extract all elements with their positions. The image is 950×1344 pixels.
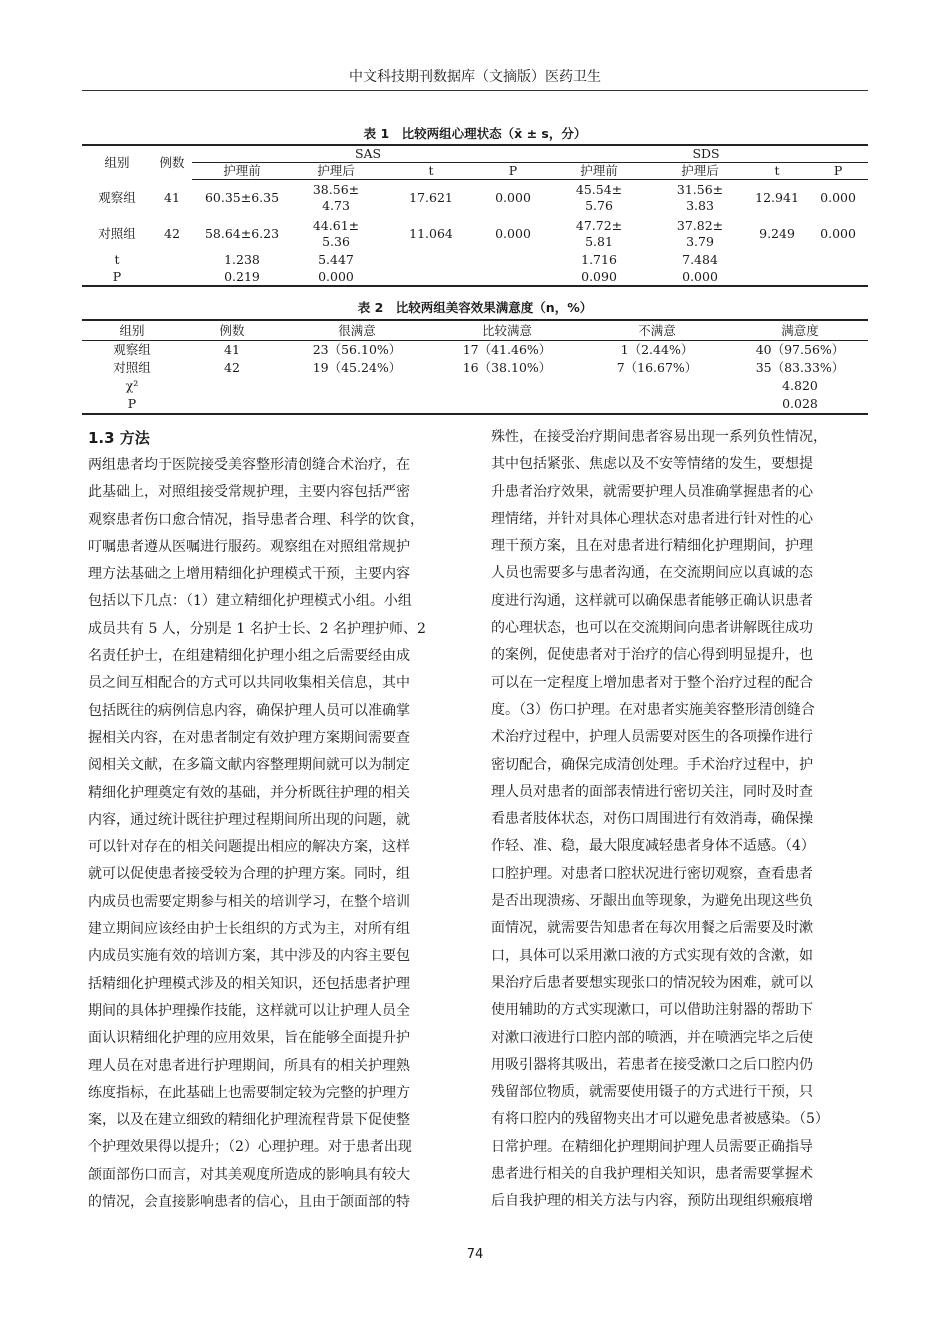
body-line: 果治疗后患者要想实现张口的情况较为困难，就可以: [491, 974, 813, 991]
body-line: 理人员在对患者进行护理期间，所具有的相关护理熟: [88, 1057, 410, 1074]
t1-r1-sds-post-a: 37.82±: [676, 217, 724, 233]
body-line: 日常护理。在精细化护理期间护理人员需要正确指导: [491, 1138, 813, 1155]
body-line: 其中包括紧张、焦虑以及不安等情绪的发生，要想提: [491, 456, 813, 473]
t1-r1-group: 对照组: [98, 225, 136, 241]
body-line: 名责任护士，在组建精细化护理小组之后需要经由成: [88, 648, 410, 665]
t1-sub-sds-p: P: [808, 163, 868, 180]
t2-r0-c0: 观察组: [113, 342, 151, 357]
t2-h-group: 组别: [82, 320, 182, 341]
body-line: 观察患者伤口愈合情况，指导患者合理、科学的饮食，: [88, 511, 424, 528]
t1-r0-group: 观察组: [98, 189, 136, 205]
table2: [82, 319, 868, 415]
body-line: 练度指标，在此基础上也需要制定较为完整的护理方: [88, 1084, 410, 1101]
section-heading: 1.3 方法: [88, 429, 150, 447]
body-line: 可以在一定程度上增加患者对于整个治疗过程的配合: [491, 674, 813, 691]
t2-h-very: 很满意: [282, 320, 432, 341]
body-line: 是否出现溃疡、牙龈出血等现象，为避免出现这些负: [491, 893, 813, 910]
table-row: [82, 216, 868, 252]
t1-r0-sds-p: 0.000: [820, 189, 856, 205]
body-line: 后自我护理的相关方法与内容，预防出现组织瘢痕增: [491, 1193, 813, 1210]
t1-r0-sds-t: 12.941: [755, 189, 799, 205]
table-row: [82, 341, 868, 360]
t2-h-cases: 例数: [182, 320, 282, 341]
body-line: 面情况，就需要告知患者在每次用餐之后需要及时漱: [491, 920, 813, 937]
t1-h-sds: SDS: [544, 145, 868, 163]
body-line: 度进行沟通，这样就可以确保患者能够正确认识患者: [491, 592, 813, 609]
t1-r1-sas-pre: 58.64±6.23: [204, 225, 280, 241]
t1-p-sds-pre: 0.090: [544, 269, 654, 286]
t1-r0-sds-pre: [544, 180, 654, 216]
body-line: 面认识精细化护理的应用效果，旨在能够全面提升护: [88, 1030, 410, 1047]
t1-r1-sas-post-a: 44.61±: [312, 217, 360, 233]
body-line: 内成员也需要定期参与相关的培训学习，在整个培训: [88, 893, 410, 910]
t2-chi-label: χ²: [125, 378, 139, 393]
t1-r1-sds-p: 0.000: [820, 225, 856, 241]
t1-t-sas-post: 5.447: [318, 252, 354, 267]
body-line: 成员共有 5 人，分别是 1 名护士长、2 名护理护师、2: [88, 620, 426, 637]
table-row: [82, 395, 868, 414]
body-line: 口，具体可以采用漱口液的方式实现有效的含漱，如: [491, 947, 813, 964]
t1-r0-n: 41: [164, 189, 180, 205]
t1-p-label: P: [82, 269, 152, 286]
t1-h-group: 组别: [82, 145, 152, 180]
t2-h-fair: 比较满意: [432, 320, 582, 341]
t1-r1-sds-post: [654, 216, 746, 252]
right-column: [491, 424, 868, 1216]
t2-r1-c1: 42: [224, 360, 240, 375]
body-line: 此基础上，对照组接受常规护理，主要内容包括严密: [88, 484, 410, 501]
table-row: [82, 180, 868, 216]
body-line: 理方法基础之上增用精细化护理模式干预，主要内容: [88, 566, 410, 583]
body-line: 术治疗过程中，护理人员需要对医生的各项操作进行: [491, 729, 813, 746]
t1-h-sas: SAS: [192, 145, 544, 163]
t1-r1-n: 42: [164, 225, 180, 241]
body-line: 就可以促使患者接受较为合理的护理方案。同时，组: [88, 866, 410, 883]
t2-r0-c3: 17（41.46%）: [462, 342, 552, 357]
body-line: 员之间互相配合的方式可以共同收集相关信息，其中: [88, 675, 410, 692]
t1-r1-sas-t: 11.064: [409, 225, 453, 241]
t1-h-cases: 例数: [152, 145, 192, 180]
t1-r1-sds-pre-a: 47.72±: [575, 217, 623, 233]
body-line: 理人员对患者的面部表情进行密切关注，同时及时查: [491, 783, 813, 800]
body-line: 个护理效果得以提升；（2）心理护理。对于患者出现: [88, 1139, 412, 1156]
body-line: 建立期间应该经由护士长组织的方式为主，对所有组: [88, 921, 410, 938]
body-line: 颌面部伤口而言，对其美观度所造成的影响具有较大: [88, 1166, 410, 1183]
table-row: [82, 269, 868, 286]
body-line: 括精细化护理模式涉及的相关知识，还包括患者护理: [88, 975, 410, 992]
t1-r0-sas-post: [292, 180, 380, 216]
t1-r1-sds-pre: [544, 216, 654, 252]
t1-sub-sds-post: 护理后: [654, 163, 746, 180]
table1: [82, 144, 868, 287]
body-line: 的心理状态，也可以在交流期间向患者讲解既往成功: [491, 620, 813, 637]
table-row: [82, 377, 868, 395]
page-number: 74: [466, 1247, 484, 1262]
t1-r0-sas-t: 17.621: [409, 189, 453, 205]
t1-r1-sds-post-b: 3.79: [686, 233, 714, 249]
t1-r0-sds-pre-a: 45.54±: [575, 181, 623, 197]
body-line: 叮嘱患者遵从医嘱进行服药。观察组在对照组常规护: [88, 538, 410, 555]
body-line: 理干预方案，且在对患者进行精细化护理期间，护理: [491, 538, 813, 555]
t1-r0-sds-post-a: 31.56±: [676, 181, 724, 197]
body-line: 用吸引器将其吸出，若患者在接受漱口之后口腔内仍: [491, 1056, 813, 1073]
t1-t-label: t: [114, 252, 120, 267]
body-line: 人员也需要多与患者沟通，在交流期间应以真诚的态: [491, 565, 813, 582]
body-line: 内容，通过统计既往护理过程期间所出现的问题，就: [88, 811, 410, 828]
t1-t-sas-pre: 1.238: [224, 252, 260, 267]
t1-r1-sds-pre-b: 5.81: [585, 233, 613, 249]
t1-r0-sds-post-b: 3.83: [686, 197, 714, 213]
t1-r0-sas-post-a: 38.56±: [312, 181, 360, 197]
t2-h-rate: 满意度: [732, 320, 868, 341]
body-line: 两组患者均于医院接受美容整形清创缝合术治疗，在: [88, 457, 410, 473]
table-row: [82, 359, 868, 377]
table2-caption: 表 2 比较两组美容效果满意度（n，%）: [357, 300, 593, 315]
t1-r1-sas-post-b: 5.36: [322, 233, 350, 249]
t2-r0-c1: 41: [224, 342, 240, 357]
t1-r0-sas-pre: 60.35±6.35: [204, 189, 280, 205]
body-line: 口腔护理。对患者口腔状况进行密切观察，查看患者: [491, 865, 813, 882]
body-line: 殊性，在接受治疗期间患者容易出现一系列负性情况，: [491, 429, 827, 445]
body-line: 可以针对存在的相关问题提出相应的解决方案，这样: [88, 839, 410, 856]
body-line: 作轻、准、稳，最大限度减轻患者身体不适感。（4）: [491, 838, 815, 855]
t1-sub-sds-t: t: [746, 163, 808, 180]
table-row: [82, 252, 868, 269]
t2-r1-c0: 对照组: [113, 360, 151, 375]
body-line: 的案例，促使患者对于治疗的信心得到明显提升，也: [491, 647, 813, 664]
body-line: 案，以及在建立细致的精细化护理流程背景下促使整: [88, 1112, 410, 1129]
body-line: 期间的具体护理操作技能，这样就可以让护理人员全: [88, 1002, 410, 1019]
t1-r1-sds-t: 9.249: [759, 225, 795, 241]
body-line: 密切配合，确保完成清创处理。手术治疗过程中，护: [491, 756, 813, 773]
t2-chi-value: 4.820: [782, 378, 818, 393]
t1-r0-sas-p: 0.000: [495, 189, 531, 205]
body-line: 理情绪，并针对具体心理状态对患者进行针对性的心: [491, 510, 813, 527]
t1-r0-sds-post: [654, 180, 746, 216]
journal-header: 中文科技期刊数据库（文摘版）医药卫生: [349, 69, 601, 85]
t2-r1-c3: 16（38.10%）: [462, 360, 552, 375]
body-line: 内成员实施有效的培训方案，其中涉及的内容主要包: [88, 948, 410, 965]
body-line: 升患者治疗效果，就需要护理人员准确掌握患者的心: [491, 483, 813, 500]
body-line: 阅相关文献，在多篇文献内容整理期间就可以为制定: [88, 757, 410, 774]
body-line: 包括既往的病例信息内容，确保护理人员可以准确掌: [88, 702, 410, 719]
t1-r1-sas-post: [292, 216, 380, 252]
t1-sub-sas-pre: 护理前: [192, 163, 292, 180]
t1-p-sds-post: 0.000: [654, 269, 746, 286]
t1-p-sas-pre: 0.219: [192, 269, 292, 286]
body-line: 的情况，会直接影响患者的信心，且由于颌面部的特: [88, 1194, 410, 1211]
t1-sub-sas-p: P: [482, 163, 544, 180]
t1-t-sds-post: 7.484: [682, 252, 718, 267]
t1-sub-sas-post: 护理后: [292, 163, 380, 180]
body-line: 精细化护理奠定有效的基础，并分析既往护理的相关: [88, 784, 410, 801]
t1-p-sas-post: 0.000: [292, 269, 380, 286]
table1-caption: 表 1 比较两组心理状态（x̄ ± s，分）: [363, 126, 587, 141]
t1-sub-sas-t: t: [380, 163, 482, 180]
t2-h-unsat: 不满意: [582, 320, 732, 341]
t2-r0-c4: 1（2.44%）: [620, 342, 694, 357]
body-line: 握相关内容，在对患者制定有效护理方案期间需要查: [88, 729, 410, 746]
t1-t-sds-pre: 1.716: [581, 252, 617, 267]
t2-p-label: P: [82, 395, 182, 414]
body-line: 残留部位物质，就需要使用镊子的方式进行干预，只: [491, 1084, 813, 1101]
t1-sub-sds-pre: 护理前: [544, 163, 654, 180]
t1-r1-sas-p: 0.000: [495, 225, 531, 241]
body-line: 患者进行相关的自我护理相关知识，患者需要掌握术: [491, 1166, 813, 1183]
t2-r1-c4: 7（16.67%）: [616, 360, 698, 375]
t2-p-value: 0.028: [732, 395, 868, 414]
header-rule: [82, 90, 868, 91]
t2-r0-c5: 40（97.56%）: [755, 342, 845, 357]
t1-r0-sas-post-b: 4.73: [322, 197, 350, 213]
body-line: 看患者肢体状态，对伤口周围进行有效消毒，确保操: [491, 811, 813, 828]
t2-r1-c2: 19（45.24%）: [312, 360, 402, 375]
body-line: 使用辅助的方式实现漱口，可以借助注射器的帮助下: [491, 1002, 813, 1019]
t2-r0-c2: 23（56.10%）: [312, 342, 402, 357]
body-line: 度。（3）伤口护理。在对患者实施美容整形清创缝合: [491, 701, 815, 718]
body-line: 对漱口液进行口腔内部的喷洒，并在喷洒完毕之后使: [491, 1029, 813, 1046]
body-line: 有将口腔内的残留物夹出才可以避免患者被感染。（5）: [491, 1111, 829, 1128]
t2-r1-c5: 35（83.33%）: [755, 360, 845, 375]
body-line: 包括以下几点：（1）建立精细化护理模式小组。小组: [88, 593, 412, 610]
left-column: [88, 424, 461, 1216]
t1-r0-sds-pre-b: 5.76: [585, 197, 613, 213]
